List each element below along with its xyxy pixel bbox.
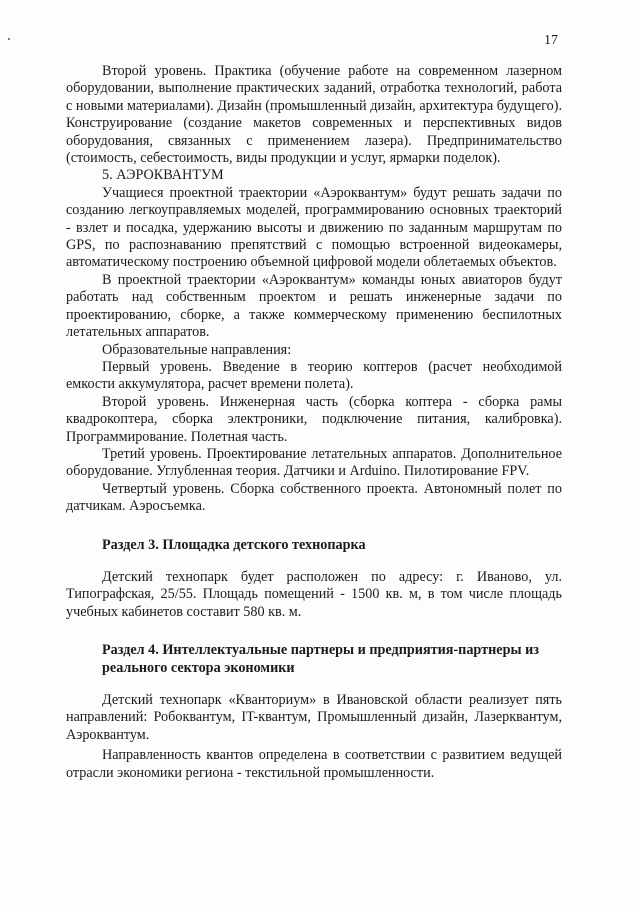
paragraph-laser-second-level: Второй уровень. Практика (обучение работе на современном лазерном оборудовании, выполнение практических заданий, отработка технологий, работа с новыми материалами). Дизайн (промышленный дизайн, архитектура будущего). Конструирование (создание макетов современных и перспективных видов оборудования, связанных с применением лазера). Предпринимательство (стоимость, себестоимость, виды продукции и услуг, ярмарки поделок).: [66, 63, 562, 167]
paragraph-technopark-address: Детский технопарк будет расположен по адресу: г. Иваново, ул. Типографская, 25/55. Площадь помещений - 1500 кв. м, в том числе площадь учебных кабинетов составит 580 кв. м.: [66, 568, 562, 620]
paragraph-second-level: Второй уровень. Инженерная часть (сборка коптера - сборка рамы квадрокоптера, сборка электроники, подключение питания, калибровка). Программирование. Полетная часть.: [66, 393, 562, 445]
spacer: [66, 677, 562, 692]
paragraph-quantum-orientation: Направленность квантов определена в соответствии с развитием ведущей отрасли экономики региона - текстильной промышленности.: [66, 747, 562, 781]
page-number: 17: [544, 33, 558, 48]
document-body: [66, 63, 562, 782]
section-4-title: Раздел 4. Интеллектуальные партнеры и предприятия-партнеры из реального сектора экономики: [102, 642, 539, 676]
paragraph-aeroquantum-projects: В проектной траектории «Аэроквантум» команды юных авиаторов будут работать над собственным проектом и решать инженерные задачи по проектированию, сборке, а также коммерческому применению беспилотных летательных аппаратов.: [66, 271, 562, 341]
paragraph-third-level: Третий уровень. Проектирование летательных аппаратов. Дополнительное оборудование. Углубленная теория. Датчики и Arduino. Пилотирование FPV.: [66, 445, 562, 480]
paragraph-educational-directions: Образовательные направления:: [102, 341, 292, 358]
paragraph-fourth-level: Четвертый уровень. Сборка собственного проекта. Автономный полет по датчикам. Аэросъемка.: [66, 480, 562, 515]
paragraph-aeroquantum-tasks: Учащиеся проектной траектории «Аэроквантум» будут решать задачи по созданию легкоуправляемых моделей, программированию основных траекторий - взлет и посадка, удержанию высоты и движению по заданным маршрутам по GPS, по распознаванию препятствий с помощью встроенной видеокамеры, автоматическому построению объемной цифровой модели облетаемых объектов.: [66, 184, 562, 271]
spacer: [66, 554, 562, 569]
heading-aeroquantum: 5. АЭРОКВАНТУМ: [102, 167, 224, 184]
paragraph-kvantorium-directions: Детский технопарк «Кванториум» в Ивановской области реализует пять направлений: Робоквантум, IT-квантум, Промышленный дизайн, Лазерквантум, Аэроквантум.: [66, 692, 562, 743]
paragraph-first-level: Первый уровень. Введение в теорию коптеров (расчет необходимой емкости аккумулятора, расчет времени полета).: [66, 358, 562, 393]
spacer: [66, 516, 562, 537]
spacer: [66, 621, 562, 642]
section-3-title: Раздел 3. Площадка детского технопарка: [102, 536, 366, 553]
scan-speck: [8, 38, 10, 40]
